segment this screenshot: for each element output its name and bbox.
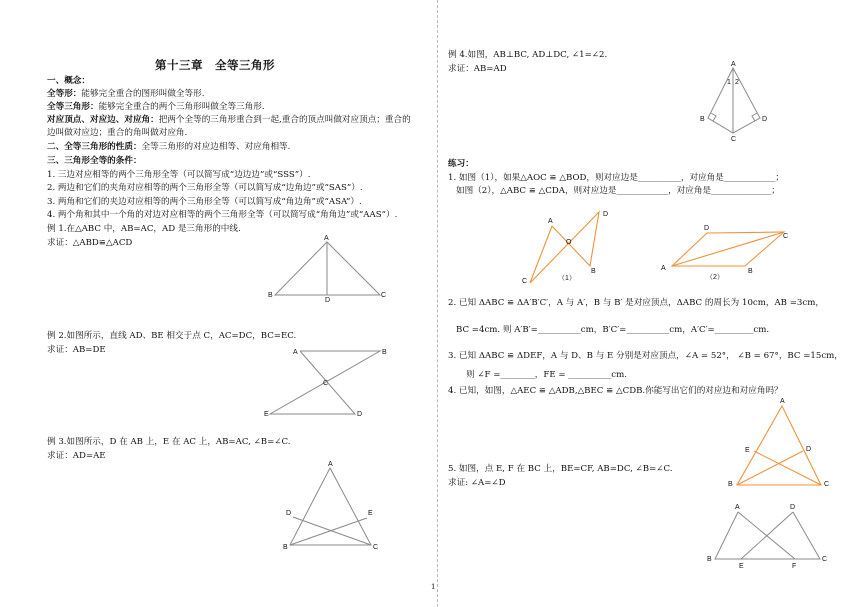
label-f: F	[792, 563, 797, 570]
definition-corresponding-parts: 对应顶点、对应边、对应角：把两个全等的三角形重合到一起,重合的顶点叫做对应顶点；重合的	[47, 115, 411, 125]
label-c: C	[731, 136, 737, 143]
label-e: E	[368, 510, 373, 517]
label-e: E	[264, 411, 269, 418]
practice-1-figure-1: 1. 如图（1），如果△AOC ≌ △BOD，则对应边是__________，对应角是____________；	[448, 173, 785, 183]
condition-sas: 2. 两边和它们的夹角对应相等的两个三角形全等（可以简写成“边角边”或“SAS”）.	[47, 183, 363, 193]
label-c: C	[323, 380, 329, 387]
label-d: D	[704, 225, 710, 232]
label-b: B	[700, 116, 705, 123]
label-a: A	[735, 504, 740, 511]
label-b: B	[591, 268, 596, 275]
label-d: D	[790, 504, 796, 511]
example-4-statement: 例 4.如图，AB⊥BC, AD⊥DC, ∠1=∠2.	[448, 50, 608, 60]
label-b: B	[382, 349, 387, 356]
page-number: 1	[431, 583, 436, 591]
definition-corresponding-parts-continued: 边叫做对应边；重合的角叫做对应角.	[47, 128, 188, 138]
label-a: A	[293, 349, 298, 356]
practice-heading: 练习：	[448, 159, 474, 169]
practice-2-line-1: 2. 已知 ΔABC ≌ ΔA′B′C′，A 与 A′，B 与 B′ 是对应顶点，ΔABC 的周长为 10cm，AB =3cm，	[448, 298, 824, 308]
label-d: D	[286, 510, 292, 517]
label-angle-1: 1	[727, 79, 731, 86]
definition-congruent-figures: 全等形：能够完全重合的图形叫做全等形.	[47, 89, 205, 99]
chapter-title: 第十三章 全等三角形	[155, 58, 275, 72]
practice-2-line-2: BC =4cm. 则 A′B′=__________cm，B′C′=__________cm，A′C′=_________cm.	[456, 325, 770, 335]
example-2-statement: 例 2.如图所示，直线 AD、BE 相交于点 C，AC=DC，BC=EC.	[47, 331, 297, 341]
label-c: C	[824, 481, 830, 488]
label-c: C	[373, 544, 379, 551]
figure-2-caption: （2）	[706, 274, 724, 281]
label-c: C	[783, 233, 789, 240]
label-a: A	[548, 218, 553, 225]
label-o: O	[566, 239, 572, 246]
label-a: A	[324, 235, 329, 242]
label-d: D	[325, 297, 331, 304]
label-d: D	[806, 446, 812, 453]
section-conditions-heading: 三、三角形全等的条件：	[47, 156, 142, 166]
label-b: B	[728, 481, 733, 488]
practice-4-statement: 4. 已知，如图，△AEC ≌ △ADB,△BEC ≌ △CDB.你能写出它们的对应边和对应角吗？	[448, 386, 783, 396]
label-b: B	[748, 268, 753, 275]
label-angle-2: 2	[735, 79, 739, 86]
practice-1-figure-2: 如图（2），△ABC ≌ △CDA，则对应边是____________，对应角是______________；	[456, 186, 780, 196]
label-d: D	[357, 411, 363, 418]
label-e: E	[739, 563, 744, 570]
label-e: E	[745, 447, 750, 454]
label-c: C	[381, 292, 387, 299]
condition-aas: 4. 两个角和其中一个角的对边对应相等的两个三角形全等（可以简写成“角角边”或“AAS”）.	[47, 210, 398, 220]
label-a: A	[661, 265, 666, 272]
label-a: A	[731, 61, 736, 68]
practice-5-proof-goal: 求证: ∠A=∠D	[448, 478, 506, 488]
condition-asa: 3. 两角和它们的夹边对应相等的两个三角形全等（可以简写成“角边角”或“ASA”）.	[47, 197, 362, 207]
section-properties: 二、全等三角形的性质：全等三角形的对应边相等、对应角相等.	[47, 142, 291, 152]
example-3-proof-goal: 求证：AD=AE	[47, 451, 106, 461]
label-b: B	[268, 292, 273, 299]
practice-5-statement: 5. 如图，点 E, F 在 BC 上，BE=CF, AB=DC, ∠B=∠C.	[448, 464, 673, 474]
segment-de	[741, 512, 793, 559]
label-c: C	[522, 278, 528, 285]
example-4-proof-goal: 求证：AB=AD	[448, 64, 507, 74]
example-1-proof-goal: 求证：△ABD≌△ACD	[47, 238, 133, 248]
label-d: D	[762, 116, 768, 123]
label-a: A	[780, 398, 785, 405]
practice-3-line-1: 3. 已知 ΔABC ≌ ΔDEF，A 与 D、B 与 E 分别是对应顶点，∠A = 52°， ∠B = 67°，BC =15cm，	[448, 351, 843, 361]
definition-congruent-triangles: 全等三角形：能够完全重合的两个三角形叫做全等三角形.	[47, 102, 265, 112]
section-concepts-heading: 一、概念：	[47, 76, 90, 86]
figure-1-caption: （1）	[558, 275, 576, 282]
practice-3-line-2: 则 ∠F =________，FE = __________cm.	[466, 370, 627, 380]
label-b: B	[707, 556, 712, 563]
label-d: D	[603, 211, 609, 218]
label-a: A	[328, 461, 333, 468]
example-2-proof-goal: 求证：AB=DE	[47, 345, 106, 355]
example-3-statement: 例 3.如图所示，D 在 AB 上，E 在 AC 上，AB=AC, ∠B=∠C.	[47, 437, 291, 447]
label-b: B	[283, 544, 288, 551]
label-c: C	[822, 556, 828, 563]
condition-sss: 1. 三边对应相等的两个三角形全等（可以简写成“边边边”或“SSS”）.	[47, 170, 311, 180]
example-1-statement: 例 1.在△ABC 中，AB=AC，AD 是三角形的中线.	[47, 224, 241, 234]
